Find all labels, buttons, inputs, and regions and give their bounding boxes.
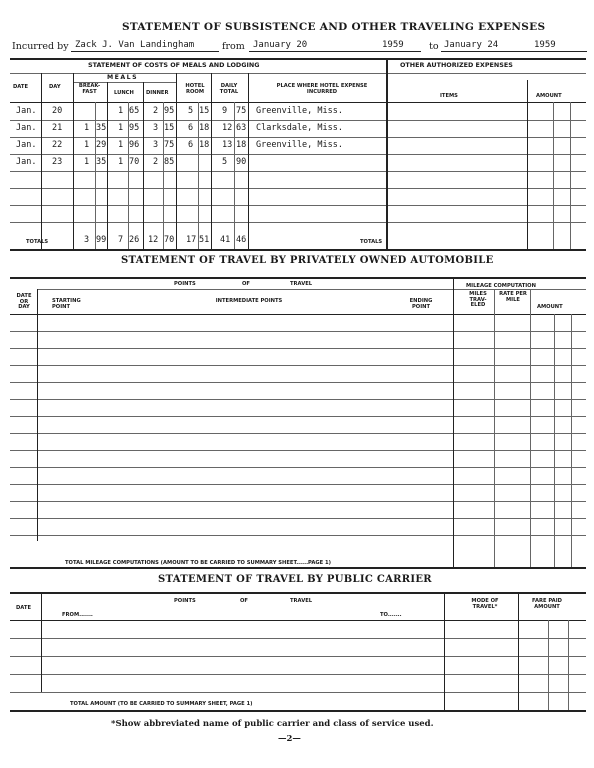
row-place: Clarksdale, Miss. — [256, 123, 343, 133]
public-from: FROM....... — [62, 612, 93, 618]
page-number: —2— — [278, 734, 301, 744]
footnote: *Show abbreviated name of public carrier and class of service used. — [111, 719, 434, 729]
row-daily-cents: 75 — [236, 106, 247, 116]
row-date: Jan. — [16, 106, 37, 116]
row-date: Jan. — [16, 123, 37, 133]
public-section-title: STATEMENT OF TRAVEL BY PUBLIC CARRIER — [158, 574, 432, 585]
row-breakfast-dollars: 1 — [84, 157, 90, 167]
row-hotel-dollars: 6 — [188, 140, 194, 150]
auto-section-title: STATEMENT OF TRAVEL BY PRIVATELY OWNED AUTOMOBILE — [121, 255, 494, 266]
from-date: January 20 — [253, 40, 308, 50]
col-daily: DAILY TOTAL — [219, 83, 239, 95]
row-lunch-dollars: 1 — [118, 106, 124, 116]
row-day: 22 — [52, 140, 63, 150]
row-place: Greenville, Miss. — [256, 140, 343, 150]
auto-col-start: STARTING POINT — [52, 298, 81, 310]
col-lunch: LUNCH — [114, 90, 134, 96]
total-lunch-dollars: 7 — [118, 235, 124, 245]
to-year: 1959 — [534, 40, 556, 50]
public-col-date: DATE — [16, 605, 31, 611]
auto-footer: TOTAL MILEAGE COMPUTATIONS (AMOUNT TO BE CARRIED TO SUMMARY SHEET......PAGE 1) — [65, 560, 331, 566]
incurred-by-label: Incurred by — [12, 41, 69, 52]
row-dinner-cents: 85 — [164, 157, 175, 167]
other-expenses-title: OTHER AUTHORIZED EXPENSES — [400, 61, 513, 69]
row-dinner-cents: 75 — [164, 140, 175, 150]
auto-col-amount: AMOUNT — [537, 304, 563, 310]
row-dinner-cents: 95 — [164, 106, 175, 116]
row-breakfast-cents: 35 — [96, 123, 107, 133]
public-col-mode: MODE OF TRAVEL* — [471, 598, 499, 610]
row-hotel-cents: 15 — [199, 106, 210, 116]
meals-section-title: STATEMENT OF COSTS OF MEALS AND LODGING — [88, 61, 260, 69]
public-points: POINTS — [174, 598, 196, 604]
row-breakfast-cents: 29 — [96, 140, 107, 150]
incurred-by-value: Zack J. Van Landingham — [75, 40, 195, 50]
col-breakfast: BREAK-FAST — [78, 83, 101, 95]
public-col-fare: FARE PAID AMOUNT — [532, 598, 562, 610]
col-date: DATE — [13, 84, 28, 90]
row-hotel-dollars: 6 — [188, 123, 194, 133]
row-dinner-dollars: 3 — [153, 140, 159, 150]
public-travel: TRAVEL — [290, 598, 313, 604]
row-hotel-dollars: 5 — [188, 106, 194, 116]
row-daily-dollars: 9 — [222, 106, 228, 116]
from-year: 1959 — [382, 40, 404, 50]
auto-of: OF — [242, 281, 250, 287]
row-day: 23 — [52, 157, 63, 167]
row-hotel-cents: 18 — [199, 140, 210, 150]
public-of: OF — [240, 598, 248, 604]
row-daily-dollars: 13 — [222, 140, 233, 150]
row-date: Jan. — [16, 140, 37, 150]
col-hotel: HOTEL ROOM — [185, 83, 205, 95]
to-label: to — [429, 41, 439, 52]
row-dinner-dollars: 3 — [153, 123, 159, 133]
row-breakfast-cents: 35 — [96, 157, 107, 167]
total-breakfast-dollars: 3 — [84, 235, 90, 245]
total-dinner-dollars: 12 — [148, 235, 159, 245]
row-day: 20 — [52, 106, 63, 116]
row-lunch-cents: 96 — [129, 140, 140, 150]
auto-col-date: DATE OR DAY — [16, 293, 32, 311]
total-daily-cents: 46 — [236, 235, 247, 245]
row-lunch-dollars: 1 — [118, 123, 124, 133]
row-dinner-cents: 15 — [164, 123, 175, 133]
total-dinner-cents: 70 — [164, 235, 175, 245]
row-place: Greenville, Miss. — [256, 106, 343, 116]
auto-mileage-comp: MILEAGE COMPUTATION — [466, 283, 536, 289]
totals-right-label: TOTALS — [360, 239, 383, 245]
col-amount: AMOUNT — [536, 93, 562, 99]
row-daily-cents: 18 — [236, 140, 247, 150]
row-lunch-dollars: 1 — [118, 157, 124, 167]
row-breakfast-dollars: 1 — [84, 140, 90, 150]
total-hotel-dollars: 17 — [186, 235, 197, 245]
form-title: STATEMENT OF SUBSISTENCE AND OTHER TRAVELING EXPENSES — [122, 21, 546, 33]
from-label: from — [222, 41, 245, 52]
row-hotel-cents: 18 — [199, 123, 210, 133]
total-lunch-cents: 26 — [129, 235, 140, 245]
total-hotel-cents: 51 — [199, 235, 210, 245]
auto-points: POINTS — [174, 281, 196, 287]
col-dinner: DINNER — [146, 90, 169, 96]
auto-travel: TRAVEL — [290, 281, 313, 287]
total-breakfast-cents: 99 — [96, 235, 107, 245]
row-day: 21 — [52, 123, 63, 133]
row-daily-cents: 90 — [236, 157, 247, 167]
row-lunch-cents: 65 — [129, 106, 140, 116]
public-to: TO....... — [380, 612, 402, 618]
total-daily-dollars: 41 — [220, 235, 231, 245]
col-place: PLACE WHERE HOTEL EXPENSE INCURRED — [276, 83, 368, 95]
col-day: DAY — [49, 84, 61, 90]
auto-col-inter: INTERMEDIATE POINTS — [215, 298, 283, 304]
row-date: Jan. — [16, 157, 37, 167]
row-dinner-dollars: 2 — [153, 106, 159, 116]
auto-col-end: ENDING POINT — [409, 298, 433, 310]
auto-col-miles: MILES TRAV-ELED — [469, 291, 487, 309]
row-lunch-dollars: 1 — [118, 140, 124, 150]
public-footer: TOTAL AMOUNT (TO BE CARRIED TO SUMMARY SHEET, PAGE 1) — [70, 701, 253, 707]
row-dinner-dollars: 2 — [153, 157, 159, 167]
totals-label: TOTALS — [26, 239, 49, 245]
col-items: ITEMS — [440, 93, 458, 99]
row-daily-dollars: 12 — [222, 123, 233, 133]
row-lunch-cents: 95 — [129, 123, 140, 133]
auto-col-rate: RATE PER MILE — [499, 291, 527, 303]
meals-label: MEALS — [107, 74, 139, 81]
row-breakfast-dollars: 1 — [84, 123, 90, 133]
row-lunch-cents: 70 — [129, 157, 140, 167]
to-date: January 24 — [444, 40, 499, 50]
row-daily-dollars: 5 — [222, 157, 228, 167]
row-daily-cents: 63 — [236, 123, 247, 133]
